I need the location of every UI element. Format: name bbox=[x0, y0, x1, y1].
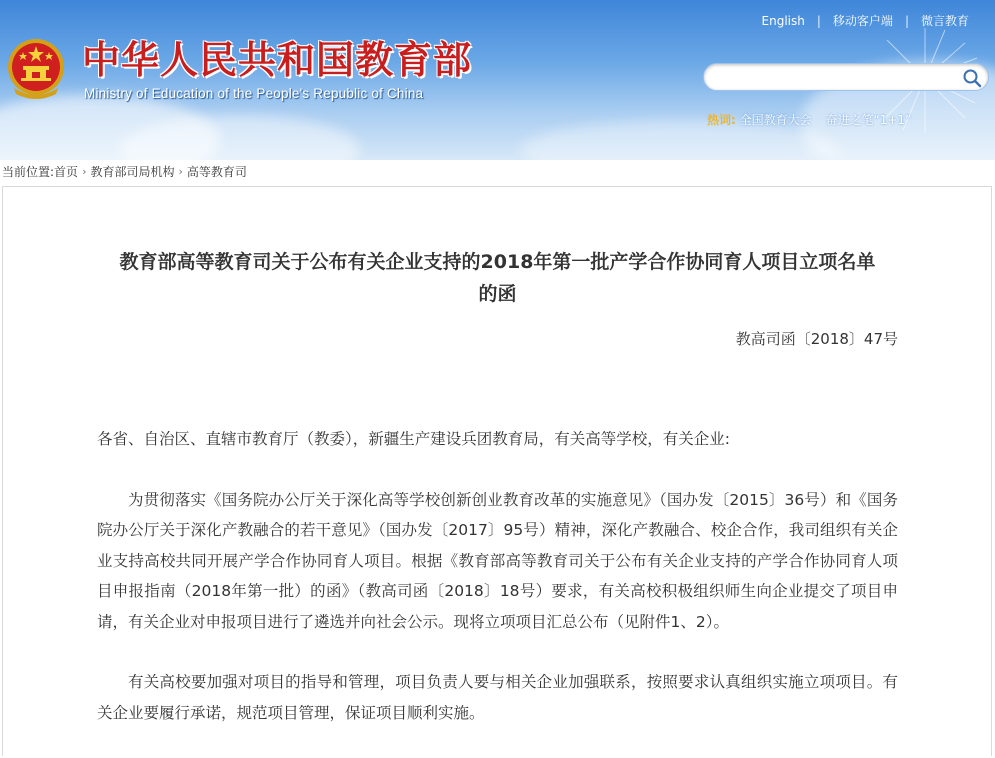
breadcrumb-higher-education[interactable]: 高等教育司 bbox=[186, 164, 247, 179]
paragraph: 有关高校要加强对项目的指导和管理，项目负责人要与相关企业加强联系，按照要求认真组织实施立项项目。有关企业要履行承诺，规范项目管理，保证项目顺利实施。 bbox=[97, 673, 898, 722]
hot-words bbox=[707, 111, 921, 128]
hot-word-link[interactable]: 奋进之笔“1+1” bbox=[825, 113, 912, 127]
weibo-link[interactable]: 微言教育 bbox=[920, 14, 969, 28]
breadcrumb-departments[interactable]: 教育部司局机构 bbox=[90, 164, 175, 179]
salutation: 各省、自治区、直辖市教育厅（教委），新疆生产建设兵团教育局，有关高等学校，有关企业: bbox=[97, 430, 730, 448]
separator: | bbox=[816, 13, 821, 28]
search-icon[interactable] bbox=[962, 68, 982, 88]
document-number: 教高司函〔2018〕47号 bbox=[735, 330, 898, 348]
english-link[interactable]: English bbox=[761, 13, 805, 28]
search-input[interactable] bbox=[718, 68, 952, 88]
site-subtitle: Ministry of Education of the People's Republic of China bbox=[84, 86, 424, 101]
article-body bbox=[97, 424, 898, 758]
breadcrumb bbox=[2, 162, 247, 180]
site-header bbox=[0, 0, 995, 160]
breadcrumb-prefix: 当前位置: bbox=[2, 164, 55, 179]
separator: | bbox=[904, 13, 909, 28]
hot-word-link[interactable]: 全国教育大会 bbox=[739, 113, 812, 127]
article-title bbox=[0, 246, 995, 310]
site-title: 中华人民共和国教育部 bbox=[82, 38, 473, 82]
paragraph: 为贯彻落实《国务院办公厅关于深化高等学校创新创业教育改革的实施意见》（国办发〔2015〕36号）和《国务院办公厅关于深化产教融合的若干意见》（国办发〔2017〕95号）精神，深化产教融合、校企合作，我司组织有关企业支持高校共同开展产学合作协同育人项目。根据《教育部高等教育司关于公布有关企业支持的产学合作协同育人项目申报指南（2018年第一批）的函》（教高司函〔2018〕18号）要求，有关高校积极组织师生向企业提交了项目申请，有关企业对申报项目进行了遴选并向社会公示。现将立项项目汇总公布（见附件1、2）。 bbox=[97, 490, 898, 631]
chevron-right-icon: › bbox=[82, 164, 87, 178]
national-emblem-icon[interactable] bbox=[6, 36, 66, 100]
breadcrumb-home[interactable]: 首页 bbox=[54, 164, 79, 179]
chevron-right-icon: › bbox=[178, 164, 183, 178]
article-title-line1: 教育部高等教育司关于公布有关企业支持的2018年第一批产学合作协同育人项目立项名单 bbox=[119, 251, 876, 273]
search-box bbox=[703, 63, 989, 91]
article-title-line2: 的函 bbox=[478, 283, 517, 305]
hot-words-label: 热词: bbox=[707, 113, 736, 127]
top-links bbox=[762, 12, 969, 29]
mobile-client-link[interactable]: 移动客户端 bbox=[832, 14, 893, 28]
